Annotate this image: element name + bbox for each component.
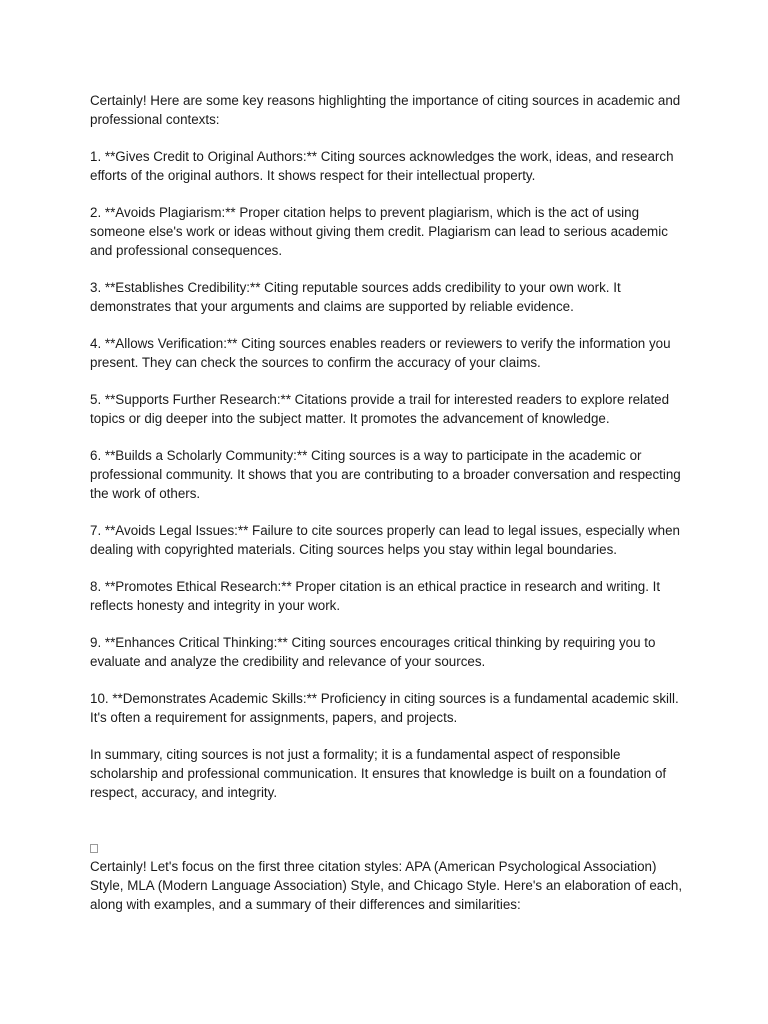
missing-glyph-icon bbox=[90, 844, 98, 853]
document-body bbox=[90, 91, 690, 914]
missing-glyph-row bbox=[90, 838, 690, 857]
reason-item-7: 7. **Avoids Legal Issues:** Failure to cite sources properly can lead to legal issues, especially when dealing with copyrighted materials. Citing sources helps you stay within legal boundaries. bbox=[90, 523, 681, 557]
intro-paragraph: Certainly! Here are some key reasons highlighting the importance of citing sources in academic and professional contexts: bbox=[90, 93, 681, 127]
reason-item-5: 5. **Supports Further Research:** Citations provide a trail for interested readers to explore related topics or dig deeper into the subject matter. It promotes the advancement of knowledge. bbox=[90, 392, 670, 426]
summary-paragraph: In summary, citing sources is not just a formality; it is a fundamental aspect of responsible scholarship and professional communication. It ensures that knowledge is built on a foundation of respect, accuracy, and integrity. bbox=[90, 747, 667, 800]
reason-item-9: 9. **Enhances Critical Thinking:** Citing sources encourages critical thinking by requiring you to evaluate and analyze the credibility and relevance of your sources. bbox=[90, 635, 656, 669]
reason-item-10: 10. **Demonstrates Academic Skills:** Proficiency in citing sources is a fundamental academic skill. It's often a requirement for assignments, papers, and projects. bbox=[90, 691, 679, 725]
reason-item-1: 1. **Gives Credit to Original Authors:** Citing sources acknowledges the work, ideas, and research efforts of the original authors. It shows respect for their intellectual property. bbox=[90, 149, 674, 183]
followup-paragraph: Certainly! Let's focus on the first three citation styles: APA (American Psychological Association) Style, MLA (Modern Language Association) Style, and Chicago Style. Here's an elaboration of each, along with examples, and a summary of their differences and similarities: bbox=[90, 859, 683, 912]
reason-item-6: 6. **Builds a Scholarly Community:** Citing sources is a way to participate in the academic or professional community. It shows that you are contributing to a broader conversation and respecting the work of others. bbox=[90, 448, 681, 501]
spacer bbox=[90, 820, 690, 838]
reason-item-2: 2. **Avoids Plagiarism:** Proper citation helps to prevent plagiarism, which is the act of using someone else's work or ideas without giving them credit. Plagiarism can lead to serious academic and professional consequences. bbox=[90, 205, 668, 258]
reason-item-4: 4. **Allows Verification:** Citing sources enables readers or reviewers to verify the information you present. They can check the sources to confirm the accuracy of your claims. bbox=[90, 336, 671, 370]
reason-item-8: 8. **Promotes Ethical Research:** Proper citation is an ethical practice in research and writing. It reflects honesty and integrity in your work. bbox=[90, 579, 661, 613]
reason-item-3: 3. **Establishes Credibility:** Citing reputable sources adds credibility to your own work. It demonstrates that your arguments and claims are supported by reliable evidence. bbox=[90, 280, 621, 314]
